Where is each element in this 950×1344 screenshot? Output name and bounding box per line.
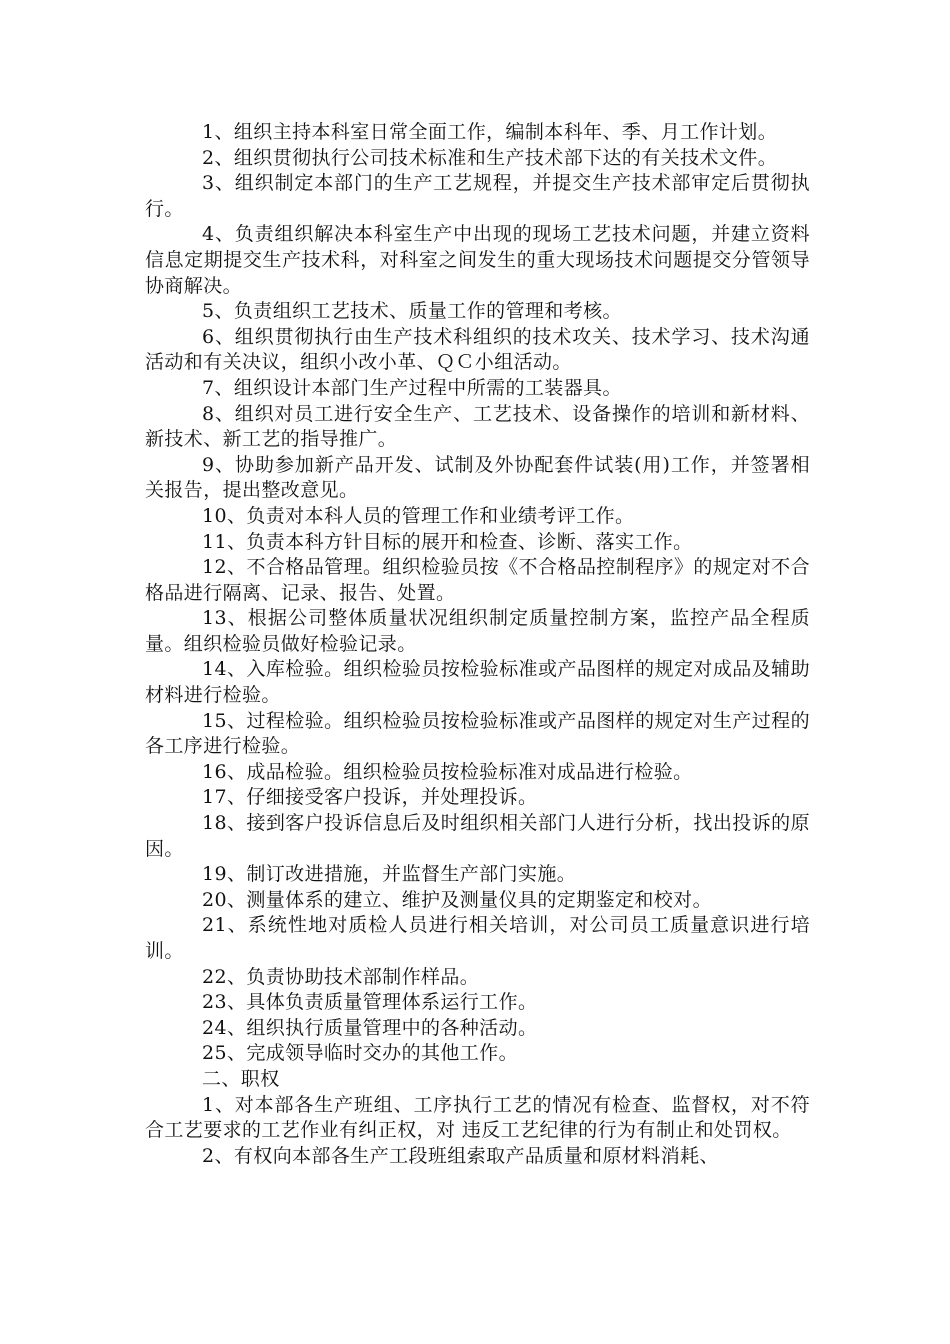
duty-item-4: 4、负责组织解决本科室生产中出现的现场工艺技术问题，并建立资料信息定期提交生产技术科，对科室之间发生的重大现场技术问题提交分管领导协商解决。 [145, 223, 810, 297]
duty-item-5: 5、负责组织工艺技术、质量工作的管理和考核。 [202, 300, 622, 323]
duty-item-22: 22、负责协助技术部制作样品。 [202, 965, 480, 988]
duty-item-1: 1、组织主持本科室日常全面工作，编制本科年、季、月工作计划。 [202, 121, 778, 143]
duty-item-23: 23、具体负责质量管理体系运行工作。 [202, 991, 538, 1014]
document-page [145, 120, 810, 1169]
authority-item-1: 1、对本部各生产班组、工序执行工艺的情况有检查、监督权，对不符合工艺要求的工艺作业有纠正权，对 违反工艺纪律的行为有制止和处罚权。 [145, 1093, 810, 1142]
duty-item-21: 21、系统性地对质检人员进行相关培训，对公司员工质量意识进行培训。 [145, 914, 810, 962]
duty-item-3: 3、组织制定本部门的生产工艺规程，并提交生产技术部审定后贯彻执行。 [145, 172, 810, 220]
duty-item-13: 13、根据公司整体质量状况组织制定质量控制方案，监控产品全程质量。组织检验员做好检验记录。 [145, 607, 810, 655]
duty-item-7: 7、组织设计本部门生产过程中所需的工装器具。 [202, 376, 622, 399]
duty-item-25: 25、完成领导临时交办的其他工作。 [202, 1042, 518, 1065]
duty-item-15: 15、过程检验。组织检验员按检验标准或产品图样的规定对生产过程的各工序进行检验。 [145, 709, 810, 758]
duty-item-8: 8、组织对员工进行安全生产、工艺技术、设备操作的培训和新材料、新技术、新工艺的指导推广。 [145, 402, 810, 451]
duty-item-24: 24、组织执行质量管理中的各种活动。 [202, 1016, 538, 1039]
duty-item-14: 14、入库检验。组织检验员按检验标准或产品图样的规定对成品及辅助材料进行检验。 [145, 658, 810, 707]
duty-item-16: 16、成品检验。组织检验员按检验标准对成品进行检验。 [202, 760, 693, 783]
duty-item-12: 12、不合格品管理。组织检验员按《不合格品控制程序》的规定对不合格品进行隔离、记录、报告、处置。 [145, 556, 810, 604]
duty-item-20: 20、测量体系的建立、维护及测量仪具的定期鉴定和校对。 [202, 888, 712, 911]
duty-item-6: 6、组织贯彻执行由生产技术科组织的技术攻关、技术学习、技术沟通活动和有关决议，组织小改小革、ＱＣ小组活动。 [145, 325, 810, 374]
duty-item-19: 19、制订改进措施，并监督生产部门实施。 [202, 863, 577, 886]
duty-item-2: 2、组织贯彻执行公司技术标准和生产技术部下达的有关技术文件。 [202, 146, 778, 169]
duty-item-18: 18、接到客户投诉信息后及时组织相关部门人进行分析，找出投诉的原因。 [145, 812, 810, 860]
duty-item-17: 17、仔细接受客户投诉，并处理投诉。 [202, 786, 538, 809]
duty-item-11: 11、负责本科方针目标的展开和检查、诊断、落实工作。 [202, 530, 693, 553]
section-heading: 二、职权 [202, 1067, 280, 1090]
duty-item-10: 10、负责对本科人员的管理工作和业绩考评工作。 [202, 504, 635, 527]
authority-item-2: 2、有权向本部各生产工段班组索取产品质量和原材料消耗、 [202, 1144, 719, 1167]
duty-item-9: 9、协助参加新产品开发、试制及外协配套件试装(用)工作，并签署相关报告，提出整改意见。 [145, 453, 810, 502]
